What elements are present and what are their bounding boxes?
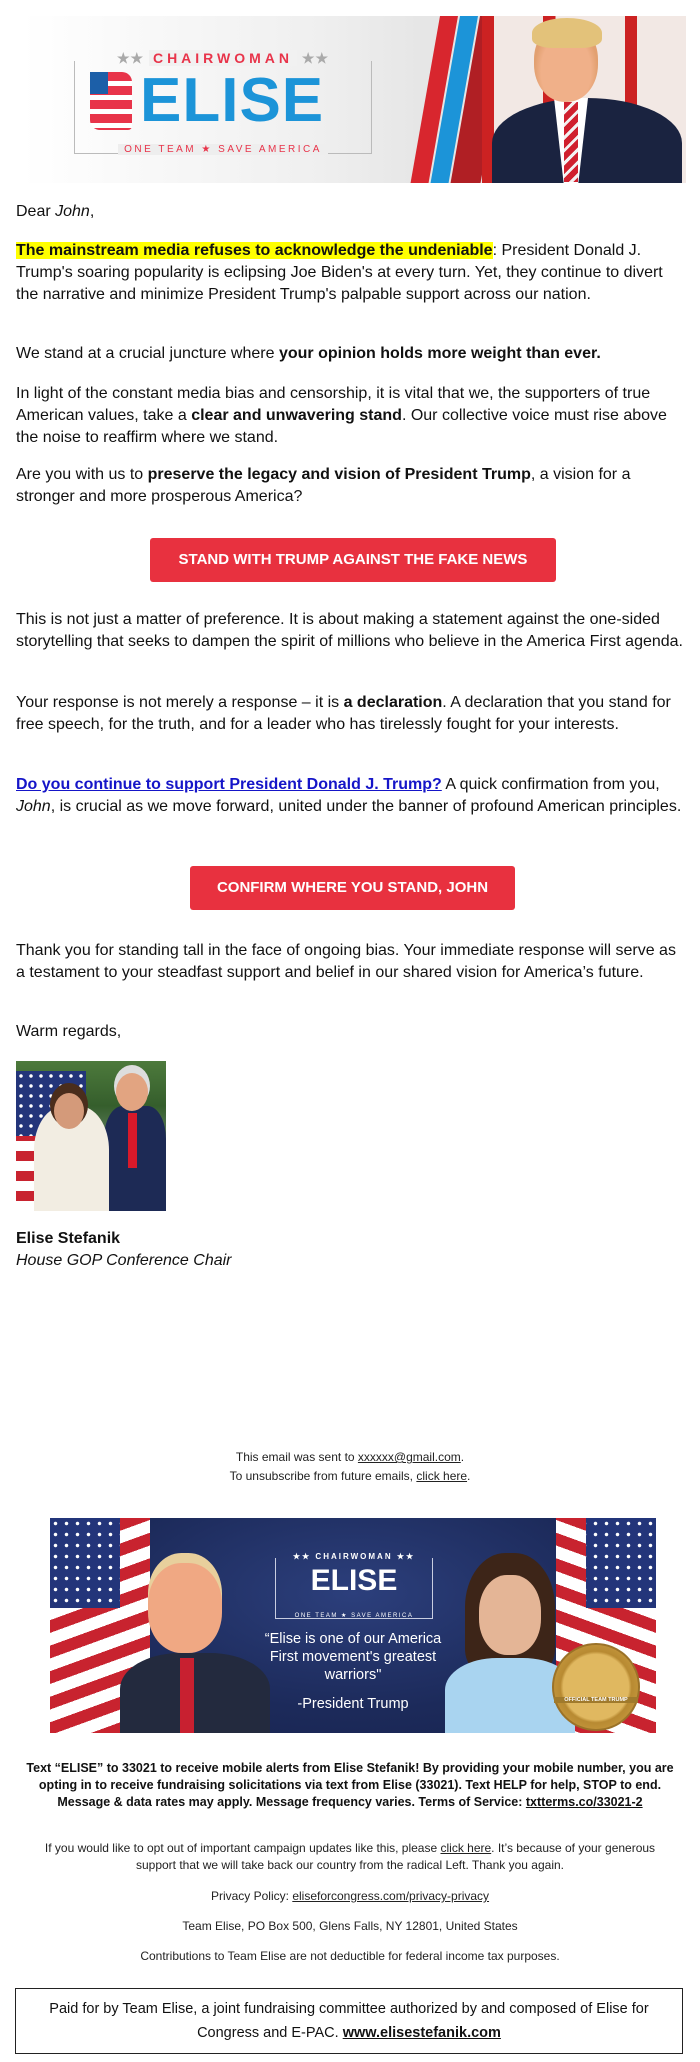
paragraph-3: In light of the constant media bias and censorship, it is vital that we, the supporters of true American values, take a clear and unwavering stand. Our collective voice must rise above the noise to reaffirm where we stand. — [16, 385, 667, 446]
support-trump-link[interactable]: Do you continue to support President Donald J. Trump? — [16, 776, 442, 793]
privacy-policy-link[interactable]: eliseforcongress.com/privacy-privacy — [292, 1889, 490, 1903]
sms-disclaimer: Text “ELISE” to 33021 to receive mobile alerts from Elise Stefanik! By providing your mobile number, you are opting in to receive fundraising solicitations via text from Elise (33021). Text HELP for help, STOP to end. Message & data rates may apply. Message frequency varies. Terms of Service: txtterms.co/33021-2 — [26, 1761, 674, 1809]
sent-to-notice: This email was sent to xxxxxx@gmail.com. To unsubscribe from future emails, click here. — [229, 1450, 471, 1483]
banner-logo: ★★ CHAIRWOMAN ★★ ELISE ONE TEAM ★ SAVE AMERICA — [275, 1558, 433, 1619]
paragraph-5: This is not just a matter of preference. It is about making a statement against the one-sided storytelling that seeks to dampen the spirit of millions who believe in the America First agenda. — [16, 611, 683, 650]
confirm-where-you-stand-button[interactable]: CONFIRM WHERE YOU STAND, JOHN — [190, 866, 515, 910]
recipient-email-link[interactable]: xxxxxx@gmail.com — [357, 1450, 461, 1464]
paragraph-2: We stand at a crucial juncture where your opinion holds more weight than ever. — [16, 345, 601, 362]
highlighted-headline: The mainstream media refuses to acknowledge the undeniable — [16, 242, 493, 259]
unsubscribe-link[interactable]: click here — [416, 1469, 468, 1483]
paragraph-8: Thank you for standing tall in the face of ongoing bias. Your immediate response will serve as a testament to your steadfast support and belief in our shared vision for America’s future. — [16, 942, 676, 981]
quote-attribution: -President Trump — [297, 1696, 409, 1712]
signature-title: House GOP Conference Chair — [16, 1252, 232, 1269]
paid-for-box: Paid for by Team Elise, a joint fundraising committee authorized by and composed of Elise for Congress and E-PAC. www.elisestefanik.com — [15, 1988, 683, 2054]
paragraph-6: Your response is not merely a response – it is a declaration. A declaration that you stand for free speech, for the truth, and for a leader who has tirelessly fought for your interests. — [16, 694, 671, 733]
flag-e-icon — [90, 72, 132, 130]
privacy-policy: Privacy Policy: eliseforcongress.com/privacy-privacy — [210, 1889, 490, 1903]
decorative-stripes — [417, 16, 477, 183]
trump-photo — [120, 1553, 260, 1733]
signature-name: Elise Stefanik — [16, 1230, 121, 1247]
official-team-trump-seal: OFFICIAL TEAM TRUMP — [552, 1643, 640, 1731]
mailing-address: Team Elise, PO Box 500, Glens Falls, NY 12801, United States — [182, 1919, 518, 1933]
logo-chairwoman: ★★ CHAIRWOMAN ★★ — [116, 50, 330, 66]
greeting: Dear John, — [16, 203, 95, 220]
stand-with-trump-button[interactable]: STAND WITH TRUMP AGAINST THE FAKE NEWS — [150, 538, 556, 582]
trump-quote: “Elise is one of our America First movement's greatest warriors" — [264, 1631, 442, 1683]
logo-tagline: ONE TEAM ★ SAVE AMERICA — [74, 144, 372, 155]
trump-photo — [482, 16, 686, 183]
footer-banner — [50, 1518, 656, 1733]
sms-terms-link[interactable]: txtterms.co/33021-2 — [525, 1795, 643, 1809]
signature-photo — [16, 1061, 166, 1211]
logo-elise: ELISE — [90, 66, 324, 136]
tax-notice: Contributions to Team Elise are not deductible for federal income tax purposes. — [140, 1949, 560, 1963]
optout-notice: If you would like to opt out of important campaign updates like this, please click here. It’s because of your generous support that we will take back our country from the radical Left. Thank you again. — [44, 1841, 656, 1872]
paragraph-1: The mainstream media refuses to acknowledge the undeniable: President Donald J. Trump's soaring popularity is eclipsing Joe Biden's at every turn. Yet, they continue to divert the narrative and minimize President Trump's palpable support across our nation. — [16, 242, 663, 303]
header-banner — [22, 16, 686, 183]
closing: Warm regards, — [16, 1023, 122, 1040]
paragraph-4: Are you with us to preserve the legacy and vision of President Trump, a vision for a stronger and more prosperous America? — [16, 466, 631, 505]
website-link[interactable]: www.elisestefanik.com — [342, 2025, 501, 2041]
optout-link[interactable]: click here — [440, 1841, 492, 1855]
paragraph-7: Do you continue to support President Donald J. Trump? A quick confirmation from you, John, is crucial as we move forward, united under the banner of profound American principles. — [16, 776, 682, 815]
